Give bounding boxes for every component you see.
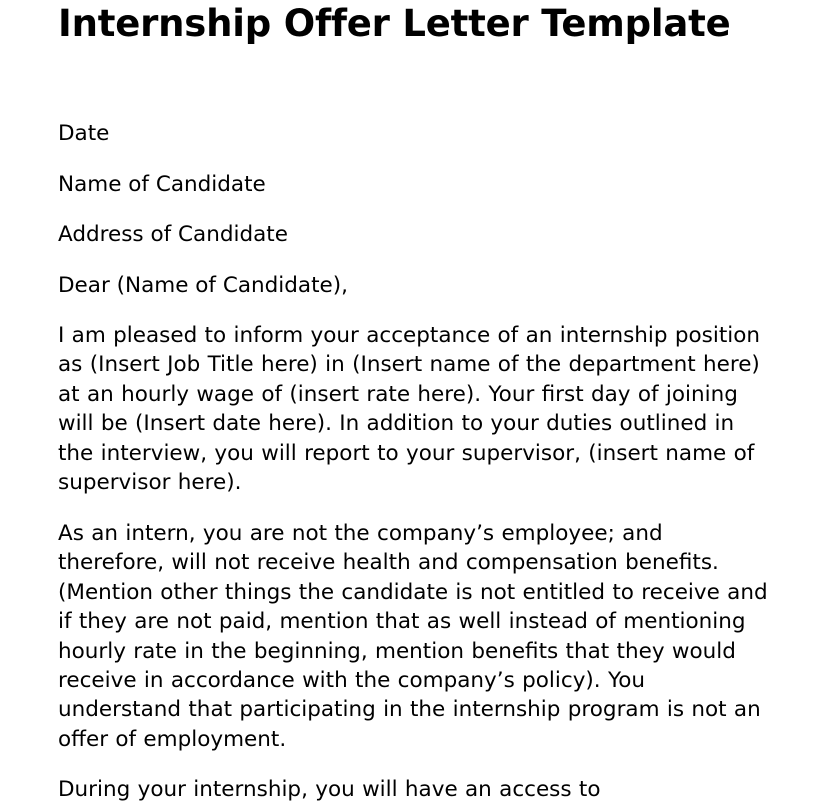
candidate-address-label: Address of Candidate bbox=[58, 222, 288, 247]
candidate-name-label: Name of Candidate bbox=[58, 172, 266, 197]
document-title: Internship Offer Letter Template bbox=[58, 2, 731, 45]
salutation: Dear (Name of Candidate), bbox=[58, 273, 348, 298]
paragraph-acceptance: I am pleased to inform your acceptance of an internship position as (Insert Job Title here) in (Insert name of the department here) at an hourly wage of (insert rate here). Your first day of joining will be (Insert date here). In addition to your duties outlined in the interview, you will report to your supervisor, (insert name of supervisor here). bbox=[58, 323, 761, 496]
paragraph-access: During your internship, you will have an access to bbox=[58, 777, 601, 802]
date-label: Date bbox=[58, 121, 110, 146]
paragraph-intern-status: As an intern, you are not the company’s employee; and therefore, will not receive health and compensation benefits. (Mention other things the candidate is not entitled to receive and if they are not paid, mention that as well instead of mentioning hourly rate in the beginning, mention benefits that they would receive in accordance with the company’s policy). You understand that participating in the internship program is not an offer of employment. bbox=[58, 521, 768, 752]
